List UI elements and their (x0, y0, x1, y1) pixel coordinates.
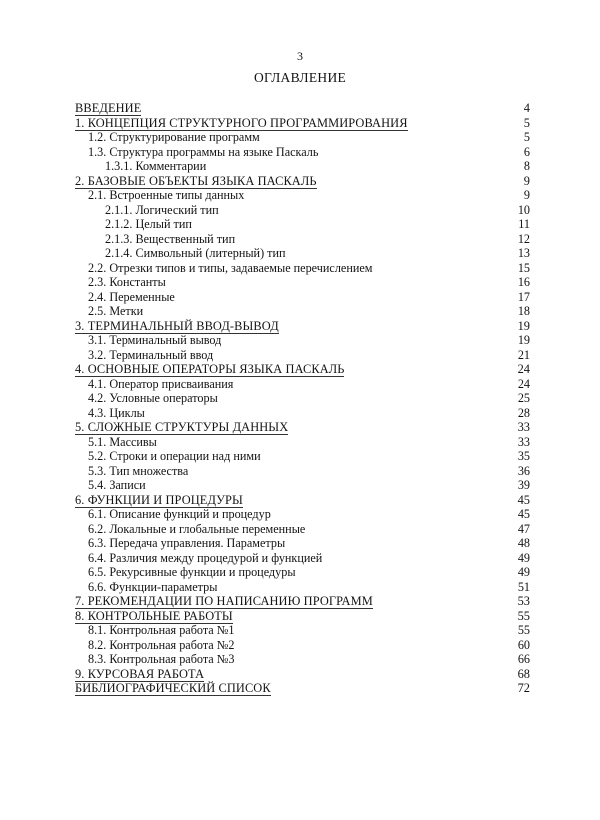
toc-entry-label: 2.1.2. Целый тип (105, 217, 192, 231)
toc-entry-label: 5.2. Строки и операции над ними (88, 449, 261, 463)
toc-entry-label: 3.1. Терминальный вывод (88, 333, 222, 347)
toc-entry-page: 21 (517, 347, 530, 362)
toc-entry-page: 55 (517, 608, 530, 623)
toc-entry-label: 8.3. Контрольная работа №3 (88, 652, 235, 666)
toc-entry-page: 55 (517, 623, 530, 637)
toc-entry-page: 19 (517, 333, 530, 347)
toc-entry-page: 6 (523, 144, 530, 159)
toc-entry (75, 638, 530, 653)
toc-entry-label: 6.6. Функции-параметры (88, 579, 218, 594)
toc-entry-label: 1. КОНЦЕПЦИЯ СТРУКТУРНОГО ПРОГРАММИРОВАНИЯ (75, 115, 408, 130)
toc-entry-page: 18 (517, 304, 530, 318)
toc-entry (75, 159, 530, 174)
toc-entry-page: 60 (517, 637, 530, 652)
toc-title: ОГЛАВЛЕНИЕ (253, 70, 347, 85)
toc-entry-label: 8.2. Контрольная работа №2 (88, 637, 235, 652)
toc-entry-page: 45 (517, 507, 530, 521)
toc-entry (75, 333, 530, 348)
toc-entry (75, 261, 530, 276)
toc-entry-page: 45 (517, 492, 530, 507)
toc-entry-label: 6.5. Рекурсивные функции и процедуры (88, 565, 296, 579)
toc-entry-label: 6.1. Описание функций и процедур (88, 507, 271, 521)
toc-entry (75, 362, 530, 377)
toc-entry (75, 551, 530, 566)
toc-entry-page: 17 (517, 289, 530, 304)
toc-entry (75, 304, 530, 319)
toc-entry-label: 7. РЕКОМЕНДАЦИИ ПО НАПИСАНИЮ ПРОГРАММ (75, 594, 373, 608)
toc-entry-page: 5 (523, 130, 530, 144)
toc-entry-page: 24 (517, 376, 530, 391)
toc-entry (75, 449, 530, 464)
toc-entry-page: 9 (523, 188, 530, 202)
toc-entry-page: 10 (517, 202, 530, 217)
toc-entry (75, 217, 530, 232)
toc-entry-label: 2. БАЗОВЫЕ ОБЪЕКТЫ ЯЗЫКА ПАСКАЛЬ (75, 173, 317, 188)
toc-entry-page: 16 (517, 275, 530, 289)
toc-entry (75, 420, 530, 435)
toc-entry-page: 53 (517, 594, 530, 608)
toc-entry-label: 4.1. Оператор присваивания (88, 376, 234, 391)
toc-entry-label: 8. КОНТРОЛЬНЫЕ РАБОТЫ (75, 608, 233, 623)
toc-entry (75, 435, 530, 450)
toc-entry-label: 5.4. Записи (88, 478, 146, 492)
page-number: 3 (297, 49, 303, 63)
toc-entry-page: 33 (517, 420, 530, 434)
toc-entry (75, 464, 530, 479)
toc-entry-label: 2.3. Константы (88, 275, 166, 289)
toc-entry-label: 5. СЛОЖНЫЕ СТРУКТУРЫ ДАННЫХ (75, 420, 289, 434)
toc-entry-label: ВВЕДЕНИЕ (75, 101, 142, 115)
toc-entry-label: 6.3. Передача управления. Параметры (88, 536, 286, 550)
toc-entry-label: 2.1.1. Логический тип (105, 202, 219, 217)
toc-entry (75, 101, 530, 116)
toc-entry-label: 2.5. Метки (88, 304, 144, 318)
toc-entry-page: 49 (517, 565, 530, 579)
toc-entry-page: 13 (517, 246, 530, 260)
toc-entry-label: 4. ОСНОВНЫЕ ОПЕРАТОРЫ ЯЗЫКА ПАСКАЛЬ (75, 362, 345, 376)
toc-entry-page: 47 (517, 521, 530, 536)
toc-entry-page: 28 (517, 405, 530, 420)
toc-entry (75, 319, 530, 334)
toc-entry (75, 565, 530, 580)
toc-entry (75, 623, 530, 638)
toc-entry-page: 24 (517, 362, 530, 376)
toc-entry (75, 130, 530, 145)
toc-entry (75, 232, 530, 247)
toc-entry (75, 652, 530, 667)
toc-entry-page: 25 (517, 391, 530, 405)
toc-entry (75, 391, 530, 406)
toc-entry-page: 33 (517, 434, 530, 449)
toc-entry-label: 5.3. Тип множества (88, 463, 189, 478)
toc-entry (75, 507, 530, 522)
toc-entry-label: 6. ФУНКЦИИ И ПРОЦЕДУРЫ (75, 492, 243, 507)
toc-entry-label: 2.2. Отрезки типов и типы, задаваемые перечислением (88, 260, 373, 275)
toc-entry-label: 5.1. Массивы (88, 434, 157, 449)
toc-entry (75, 522, 530, 537)
toc-entry-page: 36 (517, 463, 530, 478)
toc-entry-label: 9. КУРСОВАЯ РАБОТА (75, 666, 205, 681)
toc-entry-label: 1.3. Структура программы на языке Паскаль (88, 144, 319, 159)
toc-entry-page: 11 (518, 217, 530, 231)
toc-entry-label: 4.2. Условные операторы (88, 391, 218, 405)
toc-entry (75, 406, 530, 421)
toc-entry-page: 49 (517, 550, 530, 565)
toc-entry (75, 348, 530, 363)
toc-entry-page: 19 (517, 318, 530, 333)
toc-entry-page: 51 (517, 579, 530, 594)
toc-entry-page: 72 (517, 681, 530, 695)
toc-entry-page: 68 (517, 666, 530, 681)
toc-entry (75, 609, 530, 624)
toc-entry-page: 15 (517, 260, 530, 275)
toc-entry (75, 580, 530, 595)
toc-entry-label: 2.1.3. Вещественный тип (105, 231, 236, 246)
toc-entry-label: 1.2. Структурирование программ (88, 130, 260, 144)
toc-entry (75, 246, 530, 261)
toc-entry (75, 478, 530, 493)
toc-entry (75, 681, 530, 696)
toc-entry-label: 6.2. Локальные и глобальные переменные (88, 521, 306, 536)
toc-entry-label: 3.2. Терминальный ввод (88, 347, 214, 362)
toc-entry (75, 203, 530, 218)
table-of-contents (75, 101, 530, 696)
toc-entry (75, 145, 530, 160)
toc-entry-page: 48 (517, 536, 530, 550)
toc-entry-label: БИБЛИОГРАФИЧЕСКИЙ СПИСОК (75, 681, 271, 695)
toc-entry-label: 4.3. Циклы (88, 405, 145, 420)
toc-entry (75, 188, 530, 203)
toc-entry (75, 275, 530, 290)
toc-entry-page: 5 (523, 115, 530, 130)
toc-entry-page: 9 (523, 173, 530, 188)
toc-entry (75, 594, 530, 609)
toc-entry-label: 8.1. Контрольная работа №1 (88, 623, 235, 637)
toc-entry-label: 3. ТЕРМИНАЛЬНЫЙ ВВОД-ВЫВОД (75, 318, 279, 333)
toc-entry-page: 4 (523, 101, 530, 115)
toc-entry (75, 493, 530, 508)
toc-entry-label: 6.4. Различия между процедурой и функцией (88, 550, 323, 565)
toc-entry-page: 8 (523, 159, 530, 173)
toc-entry-page: 12 (517, 231, 530, 246)
toc-entry (75, 377, 530, 392)
toc-entry (75, 536, 530, 551)
toc-entry-label: 2.1.4. Символьный (литерный) тип (105, 246, 286, 260)
toc-entry (75, 116, 530, 131)
toc-entry (75, 667, 530, 682)
toc-entry-page: 66 (517, 652, 530, 666)
toc-entry (75, 174, 530, 189)
toc-entry-label: 2.4. Переменные (88, 289, 175, 304)
toc-entry-label: 2.1. Встроенные типы данных (88, 188, 245, 202)
toc-entry-page: 39 (517, 478, 530, 492)
toc-entry-label: 1.3.1. Комментарии (105, 159, 207, 173)
toc-entry (75, 290, 530, 305)
toc-entry-page: 35 (517, 449, 530, 463)
